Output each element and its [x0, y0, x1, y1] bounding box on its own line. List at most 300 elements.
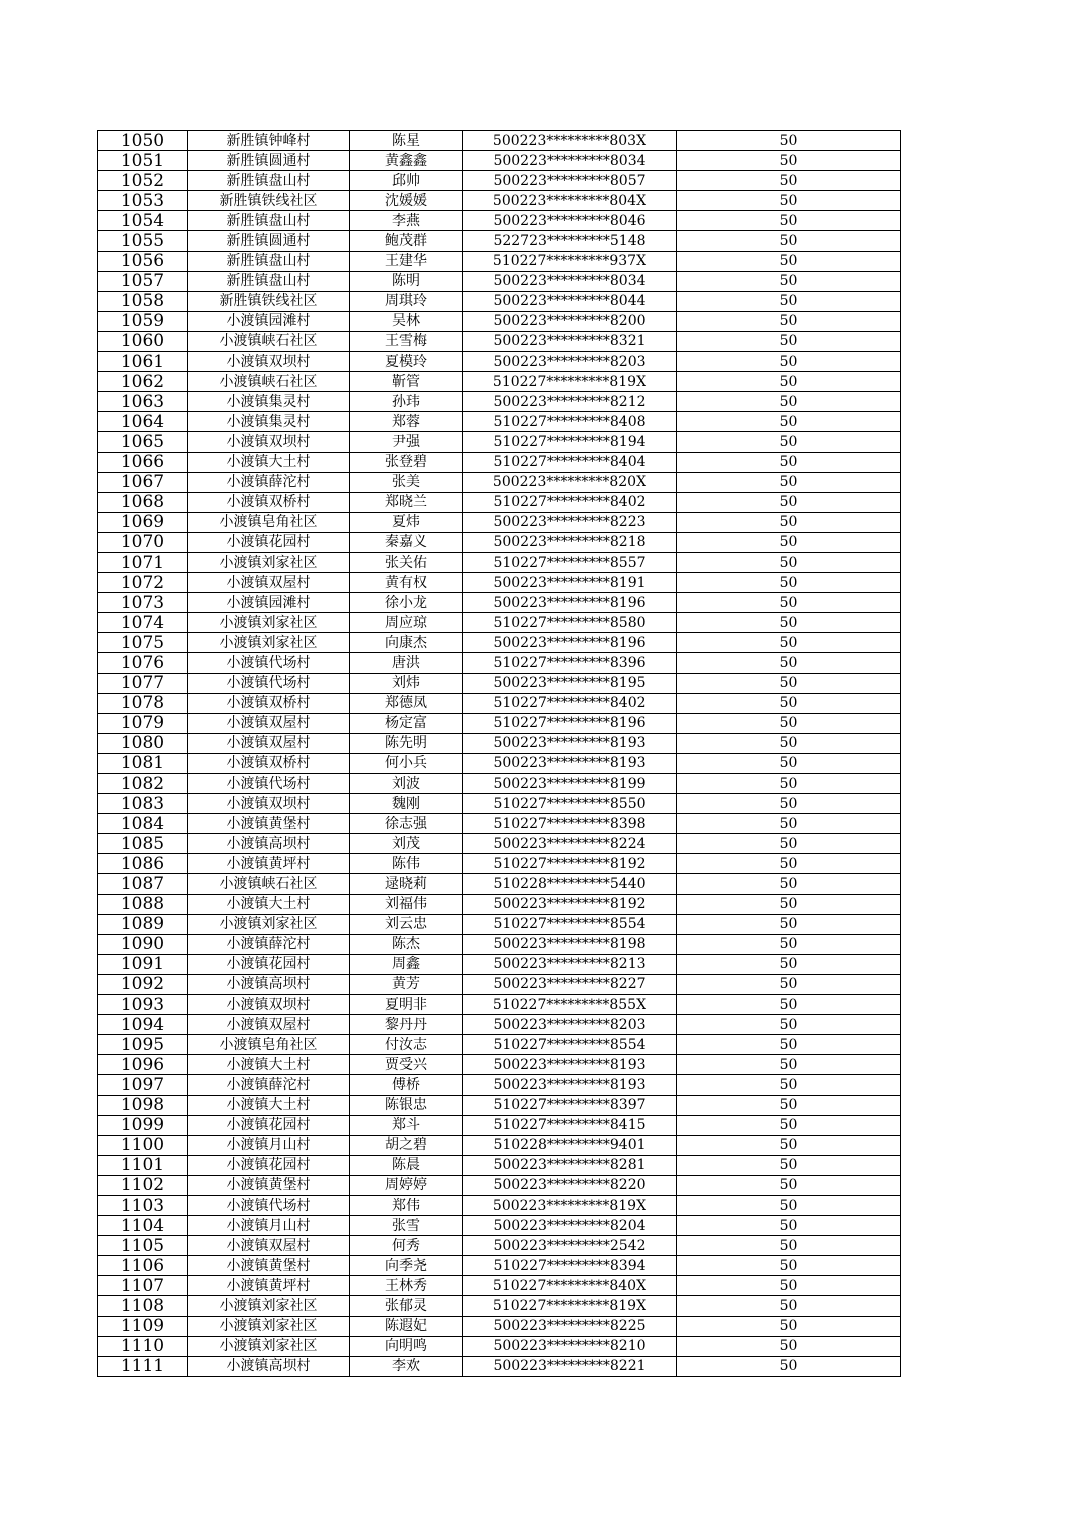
cell-id-number: 510227*********819X: [463, 372, 677, 392]
table-row: [98, 492, 901, 512]
cell-serial-number: 1093: [98, 995, 188, 1015]
cell-person-name: 向康杰: [350, 633, 463, 653]
cell-amount: 50: [677, 995, 901, 1015]
table-row: [98, 211, 901, 231]
table-row: [98, 472, 901, 492]
cell-id-number: 500223*********8227: [463, 974, 677, 994]
cell-amount: 50: [677, 733, 901, 753]
cell-person-name: 陈晨: [350, 1155, 463, 1175]
cell-amount: 50: [677, 291, 901, 311]
cell-amount: 50: [677, 1336, 901, 1356]
cell-id-number: 500223*********8034: [463, 151, 677, 171]
cell-person-name: 陈遐妃: [350, 1316, 463, 1336]
cell-town-village: 小渡镇高坝村: [188, 834, 350, 854]
cell-amount: 50: [677, 171, 901, 191]
cell-person-name: 张登碧: [350, 452, 463, 472]
table-row: [98, 573, 901, 593]
cell-town-village: 小渡镇双屋村: [188, 1015, 350, 1035]
cell-amount: 50: [677, 1075, 901, 1095]
cell-town-village: 小渡镇双屋村: [188, 1236, 350, 1256]
cell-amount: 50: [677, 974, 901, 994]
cell-town-village: 小渡镇代场村: [188, 653, 350, 673]
cell-amount: 50: [677, 693, 901, 713]
cell-town-village: 新胜镇铁线社区: [188, 191, 350, 211]
cell-id-number: 510227*********8580: [463, 613, 677, 633]
table-row: [98, 1135, 901, 1155]
cell-amount: 50: [677, 1236, 901, 1256]
table-row: [98, 753, 901, 773]
cell-person-name: 秦嘉义: [350, 532, 463, 552]
cell-id-number: 510227*********8196: [463, 713, 677, 733]
cell-amount: 50: [677, 191, 901, 211]
cell-serial-number: 1090: [98, 934, 188, 954]
cell-serial-number: 1096: [98, 1055, 188, 1075]
cell-person-name: 周应琼: [350, 613, 463, 633]
cell-town-village: 小渡镇高坝村: [188, 1356, 350, 1376]
cell-town-village: 小渡镇集灵村: [188, 412, 350, 432]
table-row: [98, 151, 901, 171]
cell-serial-number: 1060: [98, 331, 188, 351]
cell-town-village: 小渡镇大土村: [188, 1055, 350, 1075]
table-row: [98, 131, 901, 151]
table-row: [98, 1175, 901, 1195]
table-row: [98, 934, 901, 954]
cell-amount: 50: [677, 331, 901, 351]
cell-person-name: 吴林: [350, 311, 463, 331]
cell-amount: 50: [677, 673, 901, 693]
cell-person-name: 郑蓉: [350, 412, 463, 432]
table-row: [98, 352, 901, 372]
cell-id-number: 510227*********8398: [463, 814, 677, 834]
cell-id-number: 510227*********819X: [463, 1296, 677, 1316]
cell-id-number: 500223*********8218: [463, 532, 677, 552]
cell-town-village: 小渡镇大土村: [188, 1095, 350, 1115]
cell-serial-number: 1073: [98, 593, 188, 613]
cell-serial-number: 1099: [98, 1115, 188, 1135]
cell-id-number: 500223*********8198: [463, 934, 677, 954]
cell-id-number: 510227*********8396: [463, 653, 677, 673]
cell-town-village: 小渡镇花园村: [188, 1115, 350, 1135]
cell-amount: 50: [677, 352, 901, 372]
cell-person-name: 王林秀: [350, 1276, 463, 1296]
cell-amount: 50: [677, 131, 901, 151]
table-row: [98, 653, 901, 673]
cell-id-number: 500223*********8225: [463, 1316, 677, 1336]
table-row: [98, 854, 901, 874]
cell-person-name: 郑德凤: [350, 693, 463, 713]
cell-id-number: 500223*********8193: [463, 753, 677, 773]
cell-id-number: 500223*********8191: [463, 573, 677, 593]
cell-person-name: 陈明: [350, 271, 463, 291]
cell-serial-number: 1068: [98, 492, 188, 512]
cell-serial-number: 1064: [98, 412, 188, 432]
cell-amount: 50: [677, 633, 901, 653]
cell-amount: 50: [677, 834, 901, 854]
cell-serial-number: 1077: [98, 673, 188, 693]
cell-id-number: 510227*********8194: [463, 432, 677, 452]
cell-town-village: 新胜镇盘山村: [188, 171, 350, 191]
cell-id-number: 510227*********8394: [463, 1256, 677, 1276]
cell-person-name: 黄有权: [350, 573, 463, 593]
cell-serial-number: 1056: [98, 251, 188, 271]
cell-id-number: 500223*********8195: [463, 673, 677, 693]
cell-id-number: 500223*********803X: [463, 131, 677, 151]
cell-town-village: 小渡镇高坝村: [188, 974, 350, 994]
table-row: [98, 412, 901, 432]
table-row: [98, 372, 901, 392]
cell-amount: 50: [677, 1115, 901, 1135]
table-row: [98, 1296, 901, 1316]
cell-serial-number: 1074: [98, 613, 188, 633]
cell-id-number: 510227*********840X: [463, 1276, 677, 1296]
cell-serial-number: 1086: [98, 854, 188, 874]
cell-id-number: 510227*********8402: [463, 492, 677, 512]
cell-serial-number: 1087: [98, 874, 188, 894]
cell-amount: 50: [677, 1175, 901, 1195]
cell-person-name: 郑斗: [350, 1115, 463, 1135]
cell-town-village: 小渡镇刘家社区: [188, 1316, 350, 1336]
cell-amount: 50: [677, 412, 901, 432]
cell-serial-number: 1069: [98, 512, 188, 532]
cell-town-village: 新胜镇钟峰村: [188, 131, 350, 151]
cell-id-number: 510227*********8415: [463, 1115, 677, 1135]
cell-town-village: 小渡镇双坝村: [188, 995, 350, 1015]
cell-id-number: 500223*********8203: [463, 1015, 677, 1035]
cell-id-number: 500223*********8057: [463, 171, 677, 191]
cell-town-village: 小渡镇刘家社区: [188, 552, 350, 572]
cell-town-village: 小渡镇峡石社区: [188, 874, 350, 894]
cell-id-number: 500223*********8196: [463, 633, 677, 653]
cell-id-number: 510227*********8192: [463, 854, 677, 874]
cell-serial-number: 1078: [98, 693, 188, 713]
cell-serial-number: 1101: [98, 1155, 188, 1175]
cell-serial-number: 1075: [98, 633, 188, 653]
cell-person-name: 孙玮: [350, 392, 463, 412]
cell-amount: 50: [677, 1356, 901, 1376]
cell-id-number: 500223*********819X: [463, 1195, 677, 1215]
table-row: [98, 231, 901, 251]
cell-amount: 50: [677, 1135, 901, 1155]
cell-serial-number: 1054: [98, 211, 188, 231]
table-row: [98, 452, 901, 472]
cell-id-number: 510227*********8550: [463, 794, 677, 814]
cell-amount: 50: [677, 1316, 901, 1336]
table-row: [98, 974, 901, 994]
cell-id-number: 500223*********8224: [463, 834, 677, 854]
table-row: [98, 995, 901, 1015]
cell-person-name: 周鑫: [350, 954, 463, 974]
cell-person-name: 徐小龙: [350, 593, 463, 613]
cell-person-name: 王雪梅: [350, 331, 463, 351]
cell-amount: 50: [677, 613, 901, 633]
cell-serial-number: 1057: [98, 271, 188, 291]
cell-person-name: 靳管: [350, 372, 463, 392]
cell-id-number: 500223*********8193: [463, 1075, 677, 1095]
cell-id-number: 500223*********8034: [463, 271, 677, 291]
cell-amount: 50: [677, 593, 901, 613]
table-row: [98, 271, 901, 291]
cell-town-village: 新胜镇圆通村: [188, 231, 350, 251]
cell-serial-number: 1106: [98, 1256, 188, 1276]
cell-town-village: 小渡镇双桥村: [188, 753, 350, 773]
cell-town-village: 小渡镇大土村: [188, 894, 350, 914]
table-row: [98, 311, 901, 331]
cell-town-village: 新胜镇盘山村: [188, 251, 350, 271]
cell-town-village: 小渡镇月山村: [188, 1135, 350, 1155]
table-row: [98, 1356, 901, 1376]
cell-serial-number: 1051: [98, 151, 188, 171]
roster-table: [97, 130, 901, 1377]
cell-serial-number: 1076: [98, 653, 188, 673]
cell-id-number: 510227*********8554: [463, 1035, 677, 1055]
cell-id-number: 500223*********8203: [463, 352, 677, 372]
cell-person-name: 周琪玲: [350, 291, 463, 311]
cell-town-village: 小渡镇薛沱村: [188, 1075, 350, 1095]
cell-person-name: 李燕: [350, 211, 463, 231]
cell-amount: 50: [677, 874, 901, 894]
table-row: [98, 331, 901, 351]
cell-person-name: 傅桥: [350, 1075, 463, 1095]
table-row: [98, 1155, 901, 1175]
cell-serial-number: 1067: [98, 472, 188, 492]
cell-amount: 50: [677, 774, 901, 794]
cell-town-village: 新胜镇盘山村: [188, 211, 350, 231]
cell-amount: 50: [677, 1276, 901, 1296]
cell-town-village: 小渡镇皂角社区: [188, 512, 350, 532]
cell-serial-number: 1066: [98, 452, 188, 472]
cell-person-name: 陈银忠: [350, 1095, 463, 1115]
cell-id-number: 500223*********8221: [463, 1356, 677, 1376]
cell-town-village: 小渡镇刘家社区: [188, 914, 350, 934]
cell-amount: 50: [677, 311, 901, 331]
table-row: [98, 1035, 901, 1055]
cell-person-name: 郑伟: [350, 1195, 463, 1215]
table-row: [98, 834, 901, 854]
cell-serial-number: 1085: [98, 834, 188, 854]
cell-serial-number: 1050: [98, 131, 188, 151]
cell-amount: 50: [677, 894, 901, 914]
cell-amount: 50: [677, 392, 901, 412]
cell-town-village: 小渡镇峡石社区: [188, 372, 350, 392]
table-row: [98, 1256, 901, 1276]
table-row: [98, 1055, 901, 1075]
cell-id-number: 500223*********8213: [463, 954, 677, 974]
cell-amount: 50: [677, 472, 901, 492]
cell-person-name: 刘福伟: [350, 894, 463, 914]
cell-person-name: 王建华: [350, 251, 463, 271]
cell-amount: 50: [677, 713, 901, 733]
table-row: [98, 1236, 901, 1256]
cell-serial-number: 1098: [98, 1095, 188, 1115]
table-row: [98, 552, 901, 572]
cell-town-village: 小渡镇双坝村: [188, 794, 350, 814]
cell-id-number: 500223*********8204: [463, 1216, 677, 1236]
cell-id-number: 510227*********8557: [463, 552, 677, 572]
table-row: [98, 794, 901, 814]
table-row: [98, 1075, 901, 1095]
cell-town-village: 新胜镇铁线社区: [188, 291, 350, 311]
cell-town-village: 小渡镇双坝村: [188, 352, 350, 372]
cell-amount: 50: [677, 1216, 901, 1236]
table-row: [98, 673, 901, 693]
cell-amount: 50: [677, 231, 901, 251]
cell-id-number: 500223*********820X: [463, 472, 677, 492]
cell-person-name: 魏刚: [350, 794, 463, 814]
cell-serial-number: 1082: [98, 774, 188, 794]
cell-town-village: 小渡镇双桥村: [188, 492, 350, 512]
cell-id-number: 510228*********5440: [463, 874, 677, 894]
table-row: [98, 512, 901, 532]
cell-serial-number: 1111: [98, 1356, 188, 1376]
cell-id-number: 500223*********8044: [463, 291, 677, 311]
cell-amount: 50: [677, 372, 901, 392]
cell-person-name: 胡之碧: [350, 1135, 463, 1155]
cell-serial-number: 1095: [98, 1035, 188, 1055]
cell-id-number: 510227*********8404: [463, 452, 677, 472]
cell-amount: 50: [677, 954, 901, 974]
cell-id-number: 500223*********8200: [463, 311, 677, 331]
cell-person-name: 贾受兴: [350, 1055, 463, 1075]
cell-town-village: 小渡镇代场村: [188, 673, 350, 693]
cell-person-name: 夏炜: [350, 512, 463, 532]
cell-person-name: 向明鸣: [350, 1336, 463, 1356]
cell-person-name: 张美: [350, 472, 463, 492]
cell-serial-number: 1103: [98, 1195, 188, 1215]
cell-serial-number: 1083: [98, 794, 188, 814]
cell-serial-number: 1059: [98, 311, 188, 331]
cell-amount: 50: [677, 1095, 901, 1115]
cell-person-name: 陈星: [350, 131, 463, 151]
cell-person-name: 陈先明: [350, 733, 463, 753]
cell-amount: 50: [677, 151, 901, 171]
cell-town-village: 小渡镇花园村: [188, 532, 350, 552]
cell-person-name: 何小兵: [350, 753, 463, 773]
cell-person-name: 唐洪: [350, 653, 463, 673]
table-row: [98, 532, 901, 552]
cell-town-village: 小渡镇刘家社区: [188, 1296, 350, 1316]
cell-amount: 50: [677, 1296, 901, 1316]
cell-amount: 50: [677, 492, 901, 512]
cell-id-number: 510227*********855X: [463, 995, 677, 1015]
cell-person-name: 杨定富: [350, 713, 463, 733]
cell-town-village: 新胜镇圆通村: [188, 151, 350, 171]
cell-amount: 50: [677, 1015, 901, 1035]
roster-table-body: [98, 131, 901, 1377]
table-row: [98, 1115, 901, 1135]
cell-amount: 50: [677, 854, 901, 874]
cell-serial-number: 1107: [98, 1276, 188, 1296]
cell-amount: 50: [677, 211, 901, 231]
cell-town-village: 小渡镇花园村: [188, 954, 350, 974]
cell-town-village: 小渡镇黄堡村: [188, 814, 350, 834]
table-row: [98, 392, 901, 412]
cell-serial-number: 1097: [98, 1075, 188, 1095]
cell-id-number: 500223*********8193: [463, 1055, 677, 1075]
cell-town-village: 小渡镇双屋村: [188, 733, 350, 753]
cell-town-village: 小渡镇双桥村: [188, 693, 350, 713]
cell-town-village: 小渡镇刘家社区: [188, 1336, 350, 1356]
cell-town-village: 小渡镇园滩村: [188, 593, 350, 613]
table-row: [98, 1015, 901, 1035]
cell-serial-number: 1080: [98, 733, 188, 753]
cell-id-number: 510227*********8397: [463, 1095, 677, 1115]
table-row: [98, 733, 901, 753]
cell-town-village: 新胜镇盘山村: [188, 271, 350, 291]
cell-town-village: 小渡镇刘家社区: [188, 613, 350, 633]
cell-serial-number: 1071: [98, 552, 188, 572]
cell-person-name: 徐志强: [350, 814, 463, 834]
table-row: [98, 1195, 901, 1215]
cell-serial-number: 1088: [98, 894, 188, 914]
cell-amount: 50: [677, 271, 901, 291]
cell-id-number: 500223*********8223: [463, 512, 677, 532]
cell-town-village: 小渡镇黄堡村: [188, 1175, 350, 1195]
cell-serial-number: 1058: [98, 291, 188, 311]
cell-person-name: 向季尧: [350, 1256, 463, 1276]
cell-amount: 50: [677, 753, 901, 773]
cell-id-number: 500223*********804X: [463, 191, 677, 211]
cell-serial-number: 1061: [98, 352, 188, 372]
cell-person-name: 陈杰: [350, 934, 463, 954]
cell-id-number: 522723*********5148: [463, 231, 677, 251]
cell-serial-number: 1070: [98, 532, 188, 552]
cell-town-village: 小渡镇峡石社区: [188, 331, 350, 351]
cell-town-village: 小渡镇薛沱村: [188, 472, 350, 492]
cell-serial-number: 1079: [98, 713, 188, 733]
cell-id-number: 500223*********8192: [463, 894, 677, 914]
cell-amount: 50: [677, 794, 901, 814]
cell-town-village: 小渡镇园滩村: [188, 311, 350, 331]
table-row: [98, 171, 901, 191]
cell-amount: 50: [677, 1055, 901, 1075]
cell-serial-number: 1065: [98, 432, 188, 452]
cell-person-name: 夏明非: [350, 995, 463, 1015]
cell-person-name: 鲍茂群: [350, 231, 463, 251]
table-row: [98, 713, 901, 733]
table-row: [98, 874, 901, 894]
cell-id-number: 500223*********8196: [463, 593, 677, 613]
cell-town-village: 小渡镇薛沱村: [188, 934, 350, 954]
cell-person-name: 黄芳: [350, 974, 463, 994]
cell-town-village: 小渡镇代场村: [188, 1195, 350, 1215]
cell-person-name: 刘云忠: [350, 914, 463, 934]
cell-serial-number: 1094: [98, 1015, 188, 1035]
cell-person-name: 何秀: [350, 1236, 463, 1256]
cell-id-number: 500223*********8321: [463, 331, 677, 351]
table-row: [98, 814, 901, 834]
cell-amount: 50: [677, 1256, 901, 1276]
table-row: [98, 593, 901, 613]
table-row: [98, 894, 901, 914]
cell-town-village: 小渡镇双屋村: [188, 573, 350, 593]
cell-person-name: 尹强: [350, 432, 463, 452]
cell-serial-number: 1104: [98, 1216, 188, 1236]
cell-person-name: 夏模玲: [350, 352, 463, 372]
table-row: [98, 1095, 901, 1115]
cell-town-village: 小渡镇黄堡村: [188, 1256, 350, 1276]
cell-town-village: 小渡镇大土村: [188, 452, 350, 472]
table-row: [98, 954, 901, 974]
cell-town-village: 小渡镇皂角社区: [188, 1035, 350, 1055]
cell-person-name: 陈伟: [350, 854, 463, 874]
table-row: [98, 251, 901, 271]
cell-amount: 50: [677, 1155, 901, 1175]
cell-town-village: 小渡镇刘家社区: [188, 633, 350, 653]
cell-amount: 50: [677, 814, 901, 834]
cell-id-number: 510227*********8554: [463, 914, 677, 934]
cell-amount: 50: [677, 934, 901, 954]
cell-town-village: 小渡镇黄坪村: [188, 1276, 350, 1296]
